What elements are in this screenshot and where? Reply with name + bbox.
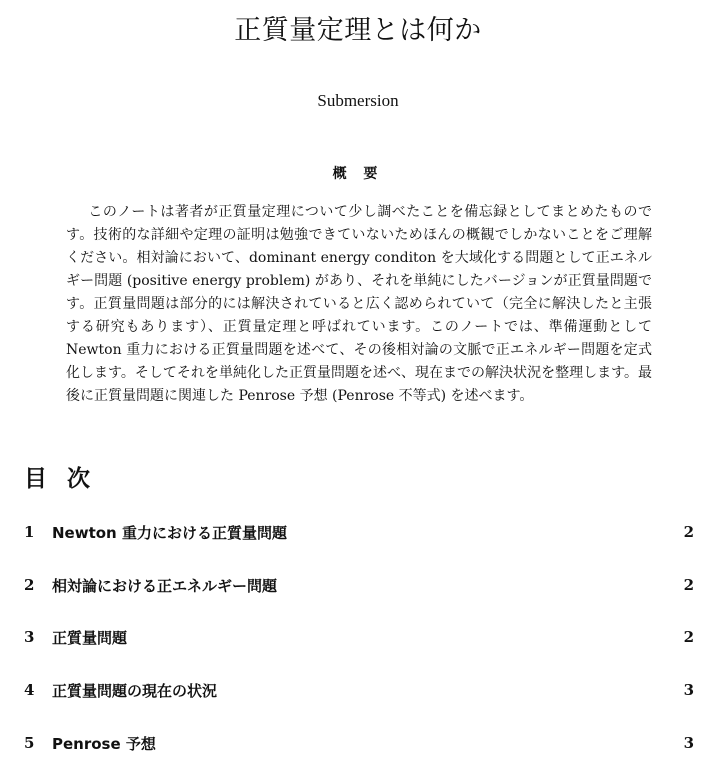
toc-entry[interactable] bbox=[24, 573, 694, 597]
toc-entry-number: 5 bbox=[24, 734, 35, 752]
author-name: Submersion bbox=[317, 91, 399, 110]
toc-entry-page: 3 bbox=[683, 734, 694, 752]
toc-entry-title[interactable]: Newton 重力における正質量問題 bbox=[52, 523, 287, 542]
abstract-body: このノートは著者が正質量定理について少し調べたことを備忘録としてまとめたものです。技術的な詳細や定理の証明は勉強できていないためほんの概観でしかないことをご理解ください。相対論において、dominant energy conditon を大域化する問題として正エネルギー問題 (positive energy problem) があり、それを単純にしたバージョンが正質量問題です。正質量問題は部分的には解決されていると広く認められていて（完全に解決したと主張する研究もあります）、正質量定理と呼ばれています。このノートでは、準備運動として Newton 重力における正質量問題を述べて、その後相対論の文脈で正エネルギー問題を定式化します。そしてそれを単純化した正質量問題を述べ、現在までの解決状況を整理します。最後に正質量問題に関連した Penrose 予想 (Penrose 不等式) を述べます。 bbox=[66, 204, 652, 404]
toc-entry[interactable] bbox=[24, 625, 694, 649]
toc-entry-title[interactable]: 相対論における正エネルギー問題 bbox=[52, 576, 278, 595]
toc-entry-page: 2 bbox=[683, 523, 694, 541]
toc-entry-page: 2 bbox=[683, 576, 694, 594]
abstract-heading: 概 要 bbox=[332, 166, 384, 182]
toc-entry-number: 4 bbox=[24, 681, 35, 699]
toc-entry[interactable] bbox=[24, 678, 694, 702]
toc-entry-number: 1 bbox=[24, 523, 35, 541]
toc-entry-page: 2 bbox=[683, 628, 694, 646]
document-title: 正質量定理とは何か bbox=[234, 15, 482, 46]
toc-entry-number: 2 bbox=[24, 576, 35, 594]
toc-entry-page: 3 bbox=[683, 681, 694, 699]
toc-entry-title[interactable]: 正質量問題の現在の状況 bbox=[52, 681, 218, 700]
toc-entry[interactable] bbox=[24, 520, 694, 544]
toc-entry-number: 3 bbox=[24, 628, 35, 646]
toc-entry-title[interactable]: 正質量問題 bbox=[52, 628, 128, 647]
toc-entry-title[interactable]: Penrose 予想 bbox=[52, 734, 156, 753]
toc-entry[interactable] bbox=[24, 731, 694, 755]
toc-heading: 目 次 bbox=[24, 466, 97, 492]
